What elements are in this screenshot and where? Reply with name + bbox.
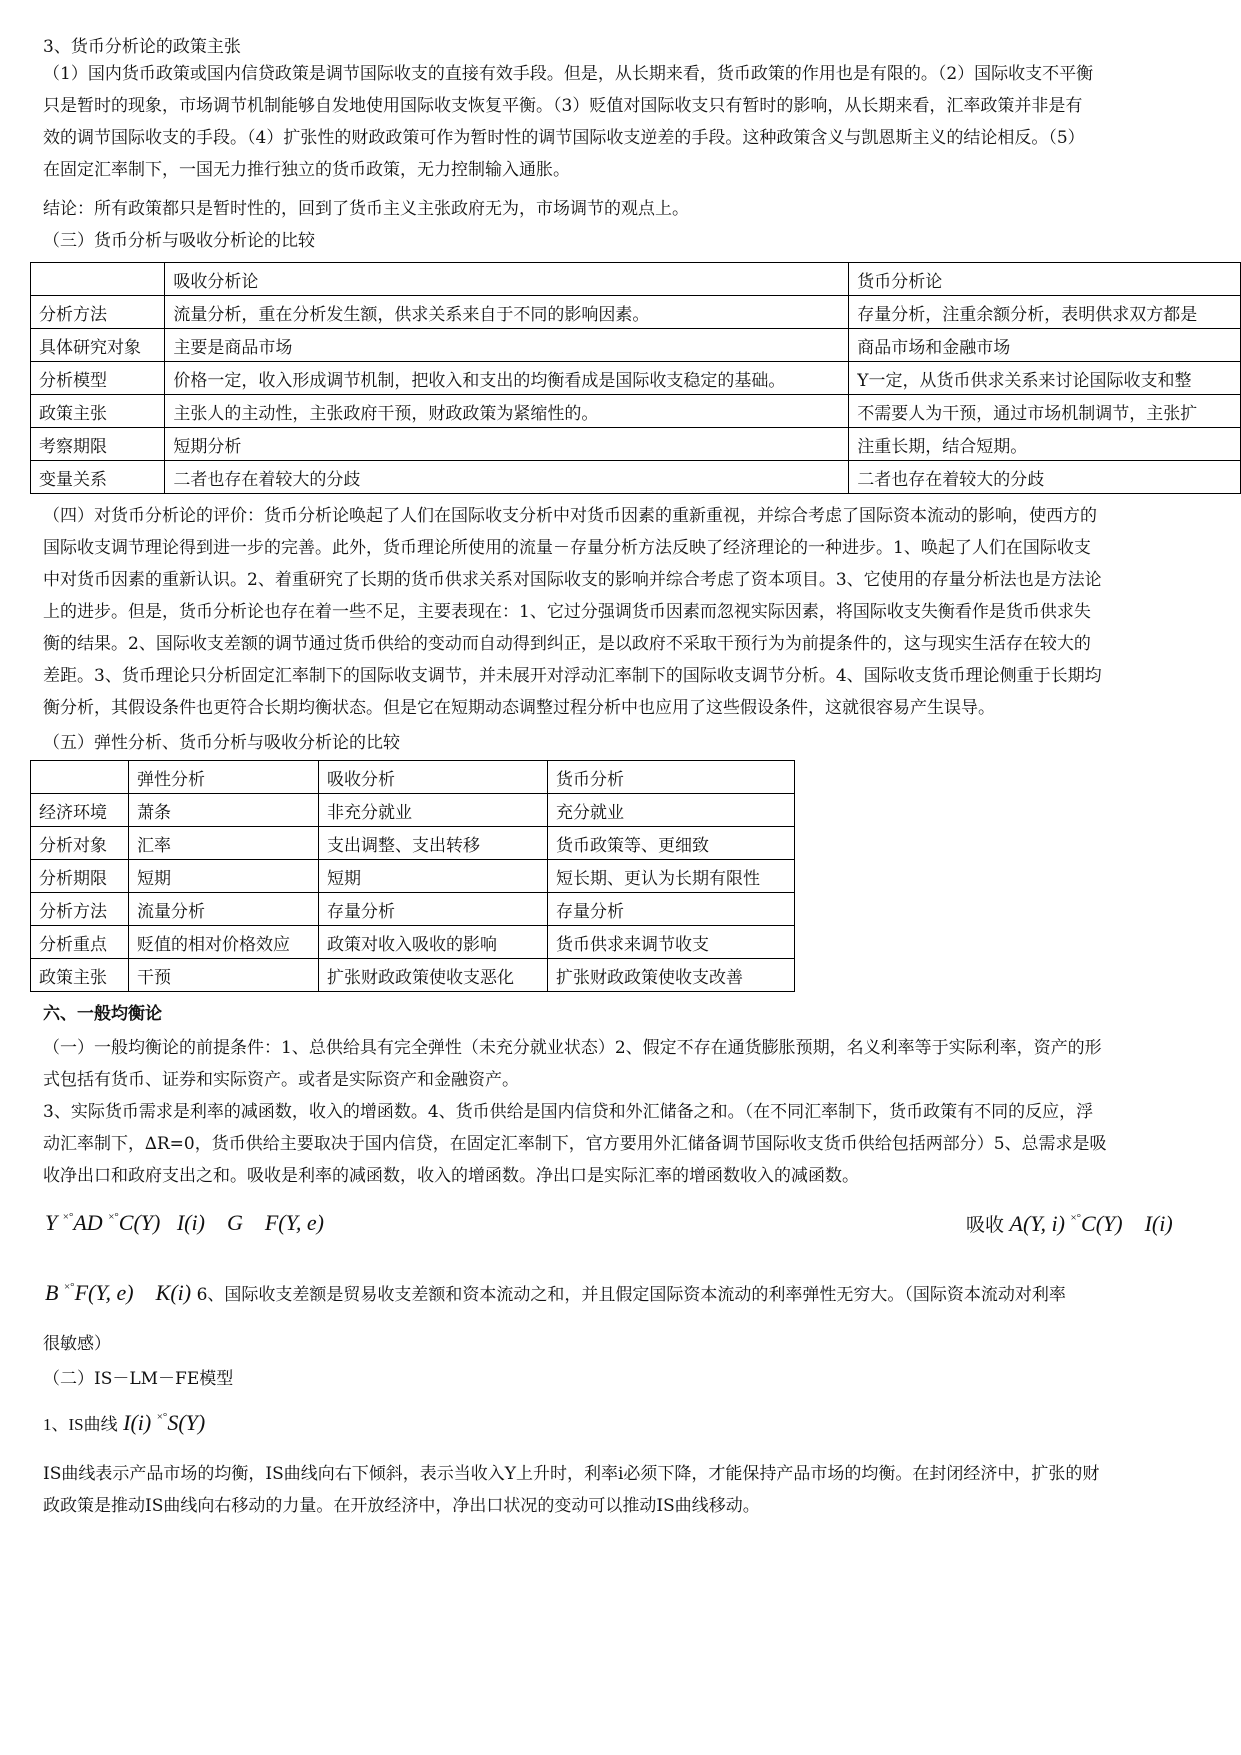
table-cell: 分析期限 (31, 860, 129, 893)
table-cell: 弹性分析 (129, 761, 319, 794)
table-cell: 主张人的主动性，主张政府干预，财政政策为紧缩性的。 (165, 395, 849, 428)
table-row (31, 893, 795, 926)
comparison-table-2 (30, 760, 795, 992)
is-curve-label: 1、IS曲线 (43, 1415, 118, 1434)
is-curve-formula (43, 1410, 205, 1436)
table-cell: 存量分析，注重余额分析，表明供求双方都是 (849, 296, 1241, 329)
section6-paragraph (43, 1032, 1200, 1192)
formula-term: S(Y) (167, 1410, 206, 1435)
is-curve-paragraph (43, 1458, 1200, 1522)
equals-mark: ×° (63, 1281, 75, 1293)
formula-term: K(i) (155, 1280, 192, 1305)
table-cell: Y一定，从货币供求关系来讨论国际收支和整 (849, 362, 1241, 395)
formula-tail-text: 6、国际收支差额是贸易收支差额和资本流动之和，并且假定国际资本流动的利率弹性无穷大。（国际资本流动对利率 (196, 1285, 1066, 1305)
table-cell: 贬值的相对价格效应 (129, 926, 319, 959)
table-cell: 非充分就业 (319, 794, 548, 827)
table-row (31, 794, 795, 827)
policy-line: 效的调节国际收支的手段。（4）扩张性的财政政策可作为暂时性的调节国际收支逆差的手段。这种政策含义与凯恩斯主义的结论相反。（5） (43, 128, 1085, 148)
table-header-row (31, 263, 1241, 296)
table-cell: 短长期、更认为长期有限性 (548, 860, 795, 893)
formula-term: I(i) (176, 1210, 205, 1235)
table-cell (31, 761, 129, 794)
table-cell: 分析重点 (31, 926, 129, 959)
table-row (31, 959, 795, 992)
equals-mark: ×° (108, 1211, 119, 1223)
model-subtitle: （二）IS－LM－FE模型 (43, 1369, 234, 1389)
policy-line: （1）国内货币政策或国内信贷政策是调节国际收支的直接有效手段。但是，从长期来看，货币政策的作用也是有限的。（2）国际收支不平衡 (43, 64, 1094, 84)
table-cell: 货币分析 (548, 761, 795, 794)
equals-mark: ×° (156, 1411, 168, 1423)
section4-line: 差距。3、货币理论只分析固定汇率制下的国际收支调节，并未展开对浮动汇率制下的国际收支调节分析。4、国际收支货币理论侧重于长期均 (43, 666, 1102, 686)
table-cell: 扩张财政政策使收支恶化 (319, 959, 548, 992)
section6-line: 收净出口和政府支出之和。吸收是利率的减函数，收入的增函数。净出口是实际汇率的增函数收入的减函数。 (43, 1166, 859, 1186)
formula-term: C(Y) (1081, 1211, 1123, 1236)
formula-term: G (226, 1210, 243, 1235)
section6-line: 动汇率制下，∆R=0，货币供给主要取决于国内信贷，在固定汇率制下，官方要用外汇储备调节国际收支货币供给包括两部分）5、总需求是吸 (43, 1134, 1107, 1154)
table-cell: 政策主张 (31, 959, 129, 992)
table-row (31, 428, 1241, 461)
table-cell: 具体研究对象 (31, 329, 165, 362)
table-row (31, 329, 1241, 362)
formula-term: I(i) (1144, 1211, 1173, 1236)
table-cell: 考察期限 (31, 428, 165, 461)
table-cell: 吸收分析 (319, 761, 548, 794)
table-cell: 短期 (319, 860, 548, 893)
section5-title: （五）弹性分析、货币分析与吸收分析论的比较 (43, 733, 400, 753)
table-row (31, 395, 1241, 428)
table-cell: 分析方法 (31, 296, 165, 329)
policy-line: 在固定汇率制下，一国无力推行独立的货币政策，无力控制输入通胀。 (43, 160, 570, 180)
table-cell: 货币分析论 (849, 263, 1241, 296)
table-row (31, 296, 1241, 329)
comparison-table-1 (30, 262, 1241, 494)
section4-paragraph (43, 500, 1200, 724)
table-cell: 分析模型 (31, 362, 165, 395)
table-row (31, 827, 795, 860)
table-row (31, 362, 1241, 395)
section4-line: 衡的结果。2、国际收支差额的调节通过货币供给的变动而自动得到纠正，是以政府不采取干预行为为前提条件的，这与现实生活存在较大的 (43, 634, 1091, 654)
policy-heading: 3、货币分析论的政策主张 (43, 37, 241, 57)
table-cell: 商品市场和金融市场 (849, 329, 1241, 362)
table-cell: 吸收分析论 (165, 263, 849, 296)
table-header-row (31, 761, 795, 794)
table-cell: 经济环境 (31, 794, 129, 827)
balance-formula (45, 1280, 1066, 1306)
formula-term: AD (73, 1210, 103, 1235)
absorption-formula (966, 1210, 1173, 1237)
table-cell: 分析方法 (31, 893, 129, 926)
section6-title: 六、一般均衡论 (43, 1004, 162, 1024)
formula-term: F(Y, e) (264, 1210, 324, 1235)
is-curve-line: IS曲线表示产品市场的均衡，IS曲线向右下倾斜，表示当收入Y上升时，利率i必须下降，才能保持产品市场的均衡。在封闭经济中，扩张的财 (43, 1464, 1100, 1484)
table-cell: 流量分析 (129, 893, 319, 926)
formula-term: Y (45, 1210, 58, 1235)
table-cell: 萧条 (129, 794, 319, 827)
table-cell: 货币供求来调节收支 (548, 926, 795, 959)
table-cell: 政策主张 (31, 395, 165, 428)
section4-line: 上的进步。但是，货币分析论也存在着一些不足，主要表现在：1、它过分强调货币因素而忽视实际因素，将国际收支失衡看作是货币供求失 (43, 602, 1091, 622)
table-cell: 政策对收入吸收的影响 (319, 926, 548, 959)
table-cell: 短期 (129, 860, 319, 893)
section6-line: 3、实际货币需求是利率的减函数，收入的增函数。4、货币供给是国内信贷和外汇储备之和。（在不同汇率制下，货币政策有不同的反应，浮 (43, 1102, 1094, 1122)
table-cell: 二者也存在着较大的分歧 (849, 461, 1241, 494)
formula-label: 吸收 (966, 1215, 1005, 1236)
conclusion-text: 结论：所有政策都只是暂时性的，回到了货币主义主张政府无为，市场调节的观点上。 (43, 199, 689, 219)
table-cell: 汇率 (129, 827, 319, 860)
table-cell: 变量关系 (31, 461, 165, 494)
equals-mark: ×° (62, 1211, 74, 1223)
table-cell: 存量分析 (319, 893, 548, 926)
table-cell: 货币政策等、更细致 (548, 827, 795, 860)
formula-term: A(Y, i) (1009, 1211, 1065, 1236)
table-cell: 短期分析 (165, 428, 849, 461)
table-cell: 支出调整、支出转移 (319, 827, 548, 860)
table-cell: 分析对象 (31, 827, 129, 860)
table-row (31, 860, 795, 893)
section4-line: 国际收支调节理论得到进一步的完善。此外，货币理论所使用的流量－存量分析方法反映了经济理论的一种进步。1、唤起了人们在国际收支 (43, 538, 1091, 558)
section4-line: 衡分析，其假设条件也更符合长期均衡状态。但是它在短期动态调整过程分析中也应用了这些假设条件，这就很容易产生误导。 (43, 698, 995, 718)
section6-line: 式包括有货币、证券和实际资产。或者是实际资产和金融资产。 (43, 1070, 519, 1090)
section3-title: （三）货币分析与吸收分析论的比较 (43, 231, 315, 251)
table-cell: 不需要人为干预，通过市场机制调节，主张扩 (849, 395, 1241, 428)
is-curve-line: 政政策是推动IS曲线向右移动的力量。在开放经济中，净出口状况的变动可以推动IS曲线移动。 (43, 1496, 760, 1516)
section4-line: （四）对货币分析论的评价：货币分析论唤起了人们在国际收支分析中对货币因素的重新重视，并综合考虑了国际资本流动的影响，使西方的 (43, 506, 1097, 526)
table-cell: 注重长期，结合短期。 (849, 428, 1241, 461)
table-cell: 流量分析，重在分析发生额，供求关系来自于不同的影响因素。 (165, 296, 849, 329)
section6-line: （一）一般均衡论的前提条件：1、总供给具有完全弹性（未充分就业状态）2、假定不存在通货膨胀预期，名义利率等于实际利率，资产的形 (43, 1038, 1102, 1058)
formula-term: B (45, 1280, 59, 1305)
table-row (31, 461, 1241, 494)
table-cell: 二者也存在着较大的分歧 (165, 461, 849, 494)
table-cell: 主要是商品市场 (165, 329, 849, 362)
formula-term: F(Y, e) (74, 1280, 134, 1305)
table-cell: 干预 (129, 959, 319, 992)
table-cell: 存量分析 (548, 893, 795, 926)
equals-mark: ×° (1070, 1212, 1082, 1224)
section4-line: 中对货币因素的重新认识。2、着重研究了长期的货币供求关系对国际收支的影响并综合考虑了资本项目。3、它使用的存量分析法也是方法论 (43, 570, 1102, 590)
table-cell: 价格一定，收入形成调节机制，把收入和支出的均衡看成是国际收支稳定的基础。 (165, 362, 849, 395)
table-cell (31, 263, 165, 296)
policy-line: 只是暂时的现象，市场调节机制能够自发地使用国际收支恢复平衡。（3）贬值对国际收支只有暂时的影响，从长期来看，汇率政策并非是有 (43, 96, 1083, 116)
demand-formula (45, 1210, 324, 1236)
continuation-text: 很敏感） (43, 1334, 111, 1354)
table1-clip (0, 0, 1241, 520)
table-cell: 扩张财政政策使收支改善 (548, 959, 795, 992)
formula-term: I(i) (123, 1410, 152, 1435)
formula-term: C(Y) (118, 1210, 161, 1235)
table-row (31, 926, 795, 959)
table-cell: 充分就业 (548, 794, 795, 827)
